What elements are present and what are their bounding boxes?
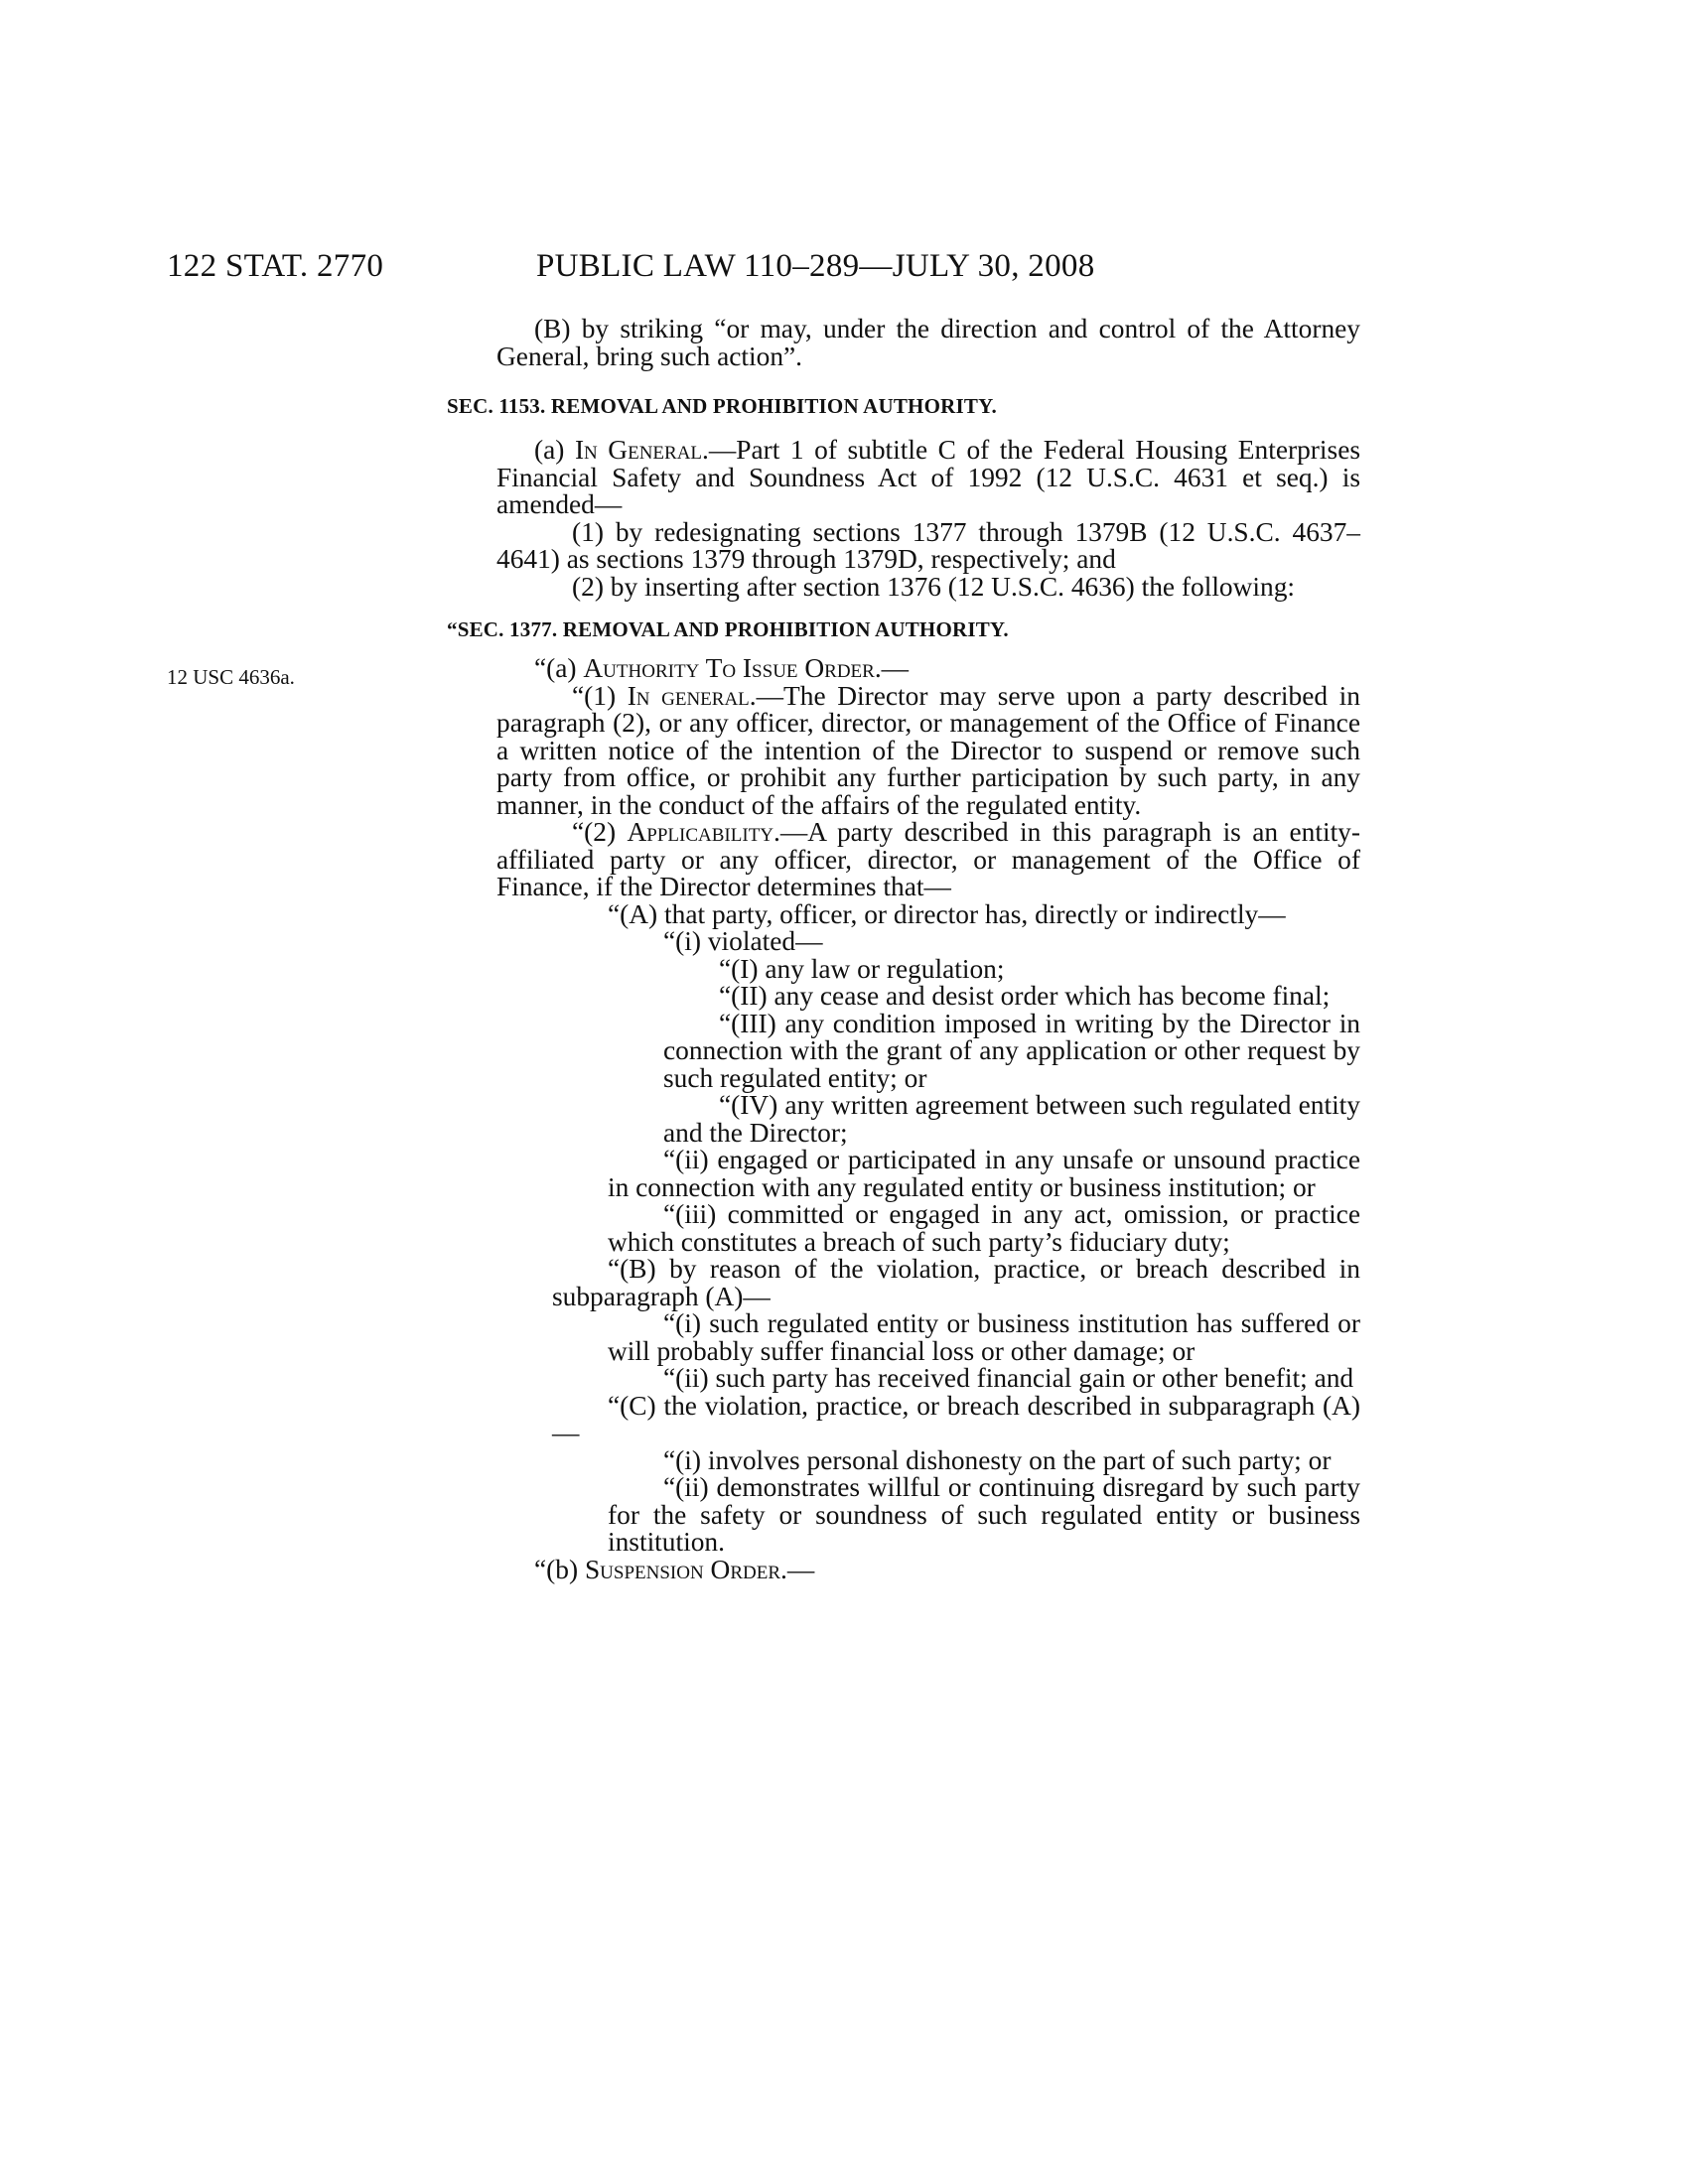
quoted-clause-A-i: “(i) violated— (663, 926, 823, 956)
quoted-clause-C-i: “(i) involves personal dishonesty on the part of such party; or (663, 1444, 1332, 1475)
paragraph-a1: (1) by redesignating sections 1377 through 1379B (12 U.S.C. 4637–4641) as sections 1379 through 1379D, respectively; and (496, 516, 1360, 574)
quoted-subparagraph-C: “(C) the violation, practice, or breach described in subparagraph (A)— (552, 1390, 1360, 1447)
subsection-a-heading: In General (574, 435, 703, 465)
quoted-subclause-III: “(III) any condition imposed in writing by the Director in connection with the grant of any application or other request by such regulated entity; or (663, 1008, 1360, 1093)
quoted-subsection-a-heading: Authority To Issue Order (583, 653, 875, 683)
quoted-subparagraph-A: “(A) that party, officer, or director has, directly or indirectly— (608, 898, 1286, 929)
page-header (0, 0, 1688, 298)
quoted-subclause-II: “(II) any cease and desist order which has become final; (719, 981, 1331, 1011)
section-1153-heading: SEC. 1153. REMOVAL AND PROHIBITION AUTHORITY. (447, 394, 997, 418)
paragraph-a2: (2) by inserting after section 1376 (12 U.S.C. 4636) the following: (572, 571, 1296, 602)
quoted-clause-A-ii: “(ii) engaged or participated in any unsafe or unsound practice in connection with any regulated entity or business institution; or (608, 1145, 1360, 1202)
running-title: PUBLIC LAW 110–289—JULY 30, 2008 (536, 248, 1095, 284)
quoted-subsection-b-heading: Suspension Order (584, 1554, 781, 1584)
quoted-subsection-b: “(b) Suspension Order.— (534, 1554, 815, 1584)
quoted-subparagraph-B: “(B) by reason of the violation, practice, or breach described in subparagraph (A)— (552, 1254, 1360, 1311)
quoted-subsection-a: “(a) Authority To Issue Order.— (534, 653, 910, 683)
quoted-subclause-I: “(I) any law or regulation; (719, 953, 1005, 984)
quoted-paragraph-2: “(2) Applicability.—A party described in this paragraph is an entity-affiliated party or any officer, director, or management of the Office of Finance, if the Director determines that— (496, 817, 1361, 901)
statute-page-reference: 122 STAT. 2770 (167, 248, 384, 284)
paragraph-b-striking: (B) by striking “or may, under the direction and control of the Attorney General, bring such action”. (496, 314, 1360, 371)
quoted-subclause-IV: “(IV) any written agreement between such regulated entity and the Director; (663, 1090, 1360, 1148)
margin-citation-note: 12 USC 4636a. (167, 665, 295, 689)
quoted-clause-A-iii: “(iii) committed or engaged in any act, omission, or practice which constitutes a breach of such party’s fiduciary duty; (608, 1199, 1360, 1257)
subsection-a-in-general: (a) In General.—Part 1 of subtitle C of the Federal Housing Enterprises Financial Safety and Soundness Act of 1992 (12 U.S.C. 4631 et seq.) is amended— (496, 435, 1361, 519)
quoted-clause-C-ii: “(ii) demonstrates willful or continuing disregard by such party for the safety or soundness of such regulated entity or business institution. (608, 1472, 1360, 1557)
section-1377-heading: “SEC. 1377. REMOVAL AND PROHIBITION AUTHORITY. (447, 617, 1009, 641)
quoted-paragraph-2-heading: Applicability (627, 817, 774, 847)
quoted-paragraph-1-heading: In general (627, 680, 750, 711)
quoted-clause-B-ii: “(ii) such party has received financial gain or other benefit; and (663, 1363, 1354, 1393)
quoted-paragraph-1: “(1) In general.—The Director may serve upon a party described in paragraph (2), or any officer, director, or management of the Office of Finance a written notice of the intention of the Director to suspend or remove such party from office, or prohibit any further participation by such party, in any manner, in the conduct of the affairs of the regulated entity. (496, 680, 1360, 820)
document-body (447, 314, 1361, 1584)
quoted-clause-B-i: “(i) such regulated entity or business institution has suffered or will probably suffer financial loss or other damage; or (608, 1308, 1360, 1366)
